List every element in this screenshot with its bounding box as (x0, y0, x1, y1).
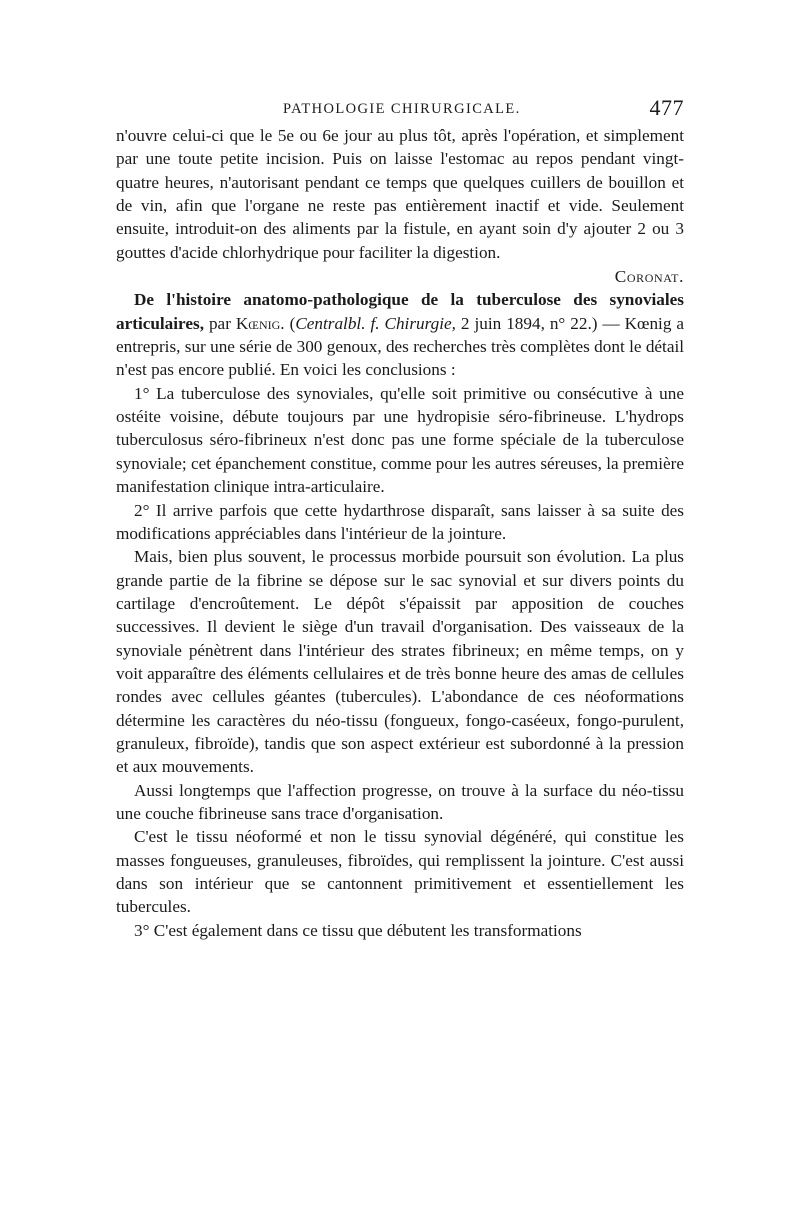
author-signature: Coronat. (614, 267, 684, 287)
page-body (116, 124, 684, 942)
article-by: par (204, 313, 236, 333)
page-header (118, 97, 684, 127)
journal-name: Centralbl. f. Chirurgie, (295, 313, 456, 333)
article-intro: — Kœnig a entrepris, sur une série de 300 genoux, des recherches très complètes dont le détail n'est pas encore publié. En voici les conclusions : (116, 313, 685, 380)
continuation-paragraph: n'ouvre celui-ci que le 5e ou 6e jour au plus tôt, après l'opération, et simplement par une toute petite incision. Puis on laisse l'estomac au repos pendant vingt-quatre heures, n'autorisant pendant ce temps que quelques cuillers de bouillon et de vin, afin que l'organe ne reste pas entièrement inactif et vide. Seulement ensuite, introduit-on des aliments par la fistule, en ayant soin d'y ajouter 2 ou 3 gouttes d'acide chlorhydrique pour faciliter la digestion. (116, 126, 684, 262)
conclusion-3: 3° C'est également dans ce tissu que débutent les transformations (134, 920, 582, 940)
source-open: ( (284, 313, 296, 333)
article-title: De l'histoire anatomo-pathologique de la tuberculose des synoviales articulaires, (116, 290, 684, 333)
article-author: Kœnig. (235, 313, 285, 333)
conclusion-2-development: Mais, bien plus souvent, le processus morbide poursuit son évolution. La plus grande partie de la fibrine se dépose sur le sac synovial et sur divers points du cartilage d'encroûtement. Le dépôt s'épaissit par apposition de couches successives. Il devient le siège d'un travail d'organisation. Des vaisseaux de la synoviale pénètrent dans l'intérieur des strates fibrineux; en même temps, on y voit apparaître des éléments cellulaires et de très bonne heure des amas de cellules rondes avec cellules géantes (tubercules). L'abondance de ces néoformations détermine les caractères du néo-tissu (fongueux, fongo-caséeux, fongo-purulent, granuleux, fibroïde), tandis que son aspect extérieur est subordonné à la pression et aux mouvements. (116, 547, 684, 777)
running-head: PATHOLOGIE CHIRURGICALE. (283, 101, 521, 117)
conclusion-2-tissue: C'est le tissu néoformé et non le tissu synovial dégénéré, qui constitue les masses fongueuses, granuleuses, fibroïdes, qui remplissent la jointure. C'est aussi dans son intérieur que se cantonnent primitivement et essentiellement les tubercules. (116, 827, 684, 917)
conclusion-2: 2° Il arrive parfois que cette hydarthrose disparaît, sans laisser à sa suite des modifications appréciables dans l'intérieur de la jointure. (116, 500, 684, 543)
conclusion-1: 1° La tuberculose des synoviales, qu'elle soit primitive ou consécutive à une ostéite voisine, débute toujours par une hydropisie séro-fibrineuse. L'hydrops tuberculosus séro-fibrineux n'est donc pas une forme spéciale de la tuberculose synoviale; cet épanchement constitue, comme pour les autres séreuses, la première manifestation clinique intra-articulaire. (116, 383, 684, 497)
page-number: 477 (649, 95, 684, 120)
article-heading-paragraph (116, 288, 684, 381)
conclusion-2-surface: Aussi longtemps que l'affection progresse, on trouve à la surface du néo-tissu une couche fibrineuse sans trace d'organisation. (116, 780, 684, 823)
source-details: 2 juin 1894, n° 22.) (455, 313, 598, 333)
